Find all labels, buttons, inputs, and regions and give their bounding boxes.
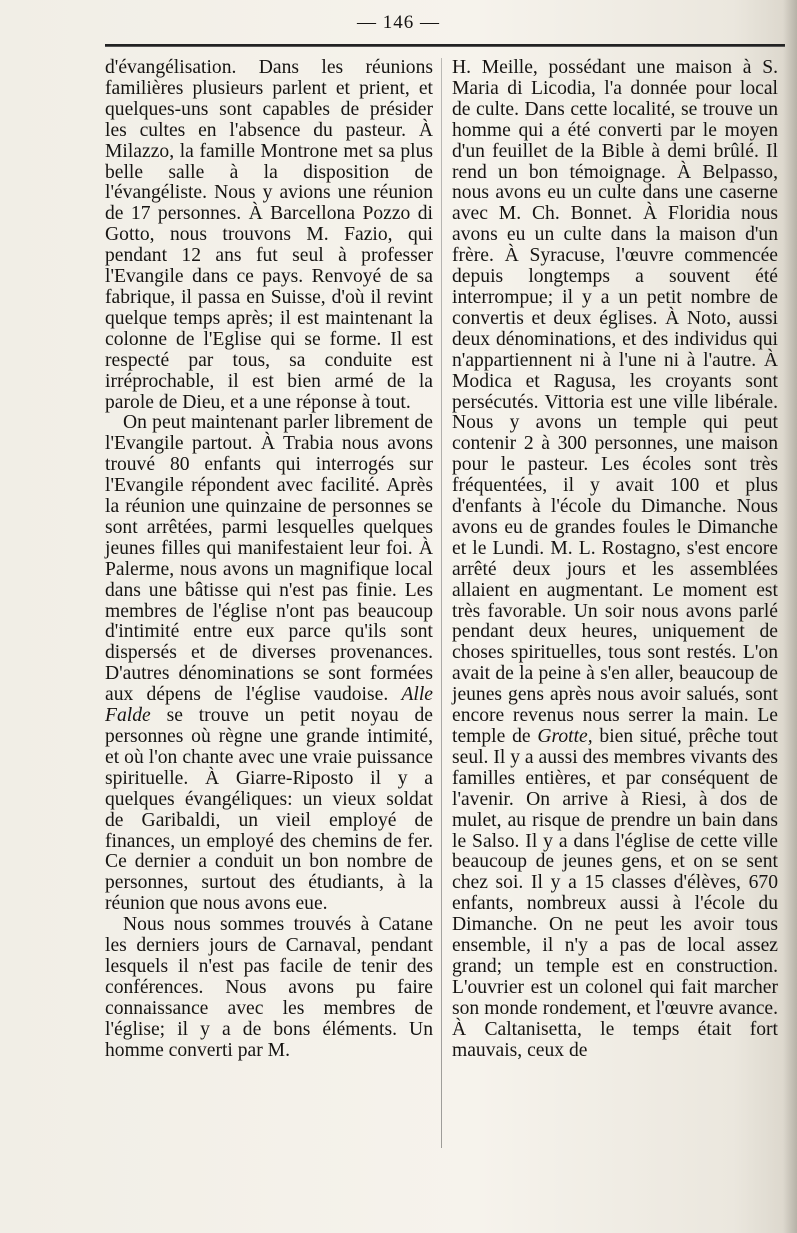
paragraph-right-1-text-b: bien situé, prêche tout seul. Il y a aussi des membres vivants des familles entières, et par conséquent de l'avenir. On arrive à Riesi, à dos de mulet, au risque de prendre un bain dans le Salso. Il y a dans l'église de cette ville beaucoup de jeunes gens, et on se sent chez soi. Il y a 15 classes d'élèves, 670 enfants, nombreux aussi à l'école du Dimanche. On ne peut les avoir tous ensemble, il n'y a pas de local assez grand; un temple est en construction. L'ouvrier est un colonel qui fait marcher son monde rondement, et l'œuvre avance. À Caltanisetta, le temps était fort mauvais, ceux de [452, 726, 778, 1061]
italic-place-name-grotte: Grotte, [537, 726, 593, 747]
left-column [105, 58, 433, 1062]
paragraph-right-1 [452, 58, 778, 1062]
italic-place-name: Alle Falde [105, 684, 433, 727]
paragraph-left-1: d'évangélisation. Dans les réunions familières plusieurs parlent et prient, et quelques-uns sont capables de présider les cultes en l'absence du pasteur. À Milazzo, la famille Montrone met sa plus belle salle à la disposition de l'évangéliste. Nous y avions une réunion de 17 personnes. À Barcellona Pozzo di Gotto, nous trouvons M. Fazio, qui pendant 12 ans fut seul à professer l'Evangile dans ce pays. Renvoyé de sa fabrique, il passa en Suisse, d'où il revint quelque temps après; il est maintenant la colonne de l'Eglise qui se forme. Il est respecté par tous, sa conduite est irréprochable, il est bien armé de la parole de Dieu, et a une réponse à tout. [105, 57, 433, 413]
paragraph-right-1-text-a: H. Meille, possédant une maison à S. Maria di Licodia, l'a donnée pour local de culte. Dans cette localité, se trouve un homme qui a été converti par le moyen d'un feuillet de la Bible à demi brûlé. Il rend un bon témoignage. À Belpasso, nous avons eu un culte dans une caserne avec M. Ch. Bonnet. À Floridia nous avons eu un culte dans la maison d'un frère. À Syracuse, l'œuvre commencée depuis longtemps a souvent été interrompue; il y a un petit nombre de convertis et deux églises. À Noto, aussi deux dénominations, et des individus qui n'appartiennent ni à l'une ni à l'autre. À Modica et Ragusa, les croyants sont persécutés. Vittoria est une ville libérale. Nous y avons un temple qui peut contenir 2 à 300 personnes, une maison pour le pasteur. Les écoles sont très fréquentées, il y avait 100 et plus d'enfants à l'école du Dimanche. Nous avons eu de grandes foules le Dimanche et le Lundi. M. L. Rostagno, s'est encore arrêté deux jours et les assemblées allaient en augmentant. Le moment est très favorable. Un soir nous avons parlé pendant deux heures, uniquement de choses spirituelles, tous sont restés. L'on avait de la peine à s'en aller, beaucoup de jeunes gens après nous avoir salués, sont encore revenus nous serrer la main. Le temple de [452, 57, 778, 747]
paragraph-left-2-text-b: se trouve un petit noyau de personnes où règne une grande intimité, et où l'on chante avec une vraie puissance spirituelle. À Giarre-Riposto il y a quelques évangéliques: un vieux soldat de Garibaldi, un vieil employé de finances, un employé des chemins de fer. Ce dernier a conduit un bon nombre de personnes, surtout des étudiants, à la réunion que nous avons eue. [105, 705, 433, 915]
scan-edge-shadow [783, 0, 797, 1233]
header-rule [105, 44, 785, 47]
column-divider [441, 58, 442, 1148]
right-column [452, 58, 778, 1062]
paragraph-left-2-text-a: On peut maintenant parler librement de l'Evangile partout. À Trabia nous avons trouvé 80 enfants qui interrogés sur l'Evangile répondent avec facilité. Après la réunion une quinzaine de personnes se sont arrêtées, parmi lesquelles quelques jeunes filles qui manifestaient leur foi. À Palerme, nous avons un magnifique local dans une bâtisse qui n'est pas finie. Les membres de l'église n'ont pas beaucoup d'intimité entre eux parce qu'ils sont dispersés et de diverses provenances. D'autres dénominations se sont formées aux dépens de l'église vaudoise. [105, 412, 433, 706]
page-number: — 146 — [357, 12, 440, 33]
paragraph-left-2 [105, 413, 433, 915]
paragraph-left-3: Nous nous sommes trouvés à Catane les derniers jours de Carnaval, pendant lesquels il n'est pas facile de tenir des conférences. Nous avons pu faire connaissance avec les membres de l'église; il y a de bons éléments. Un homme converti par M. [105, 914, 433, 1061]
